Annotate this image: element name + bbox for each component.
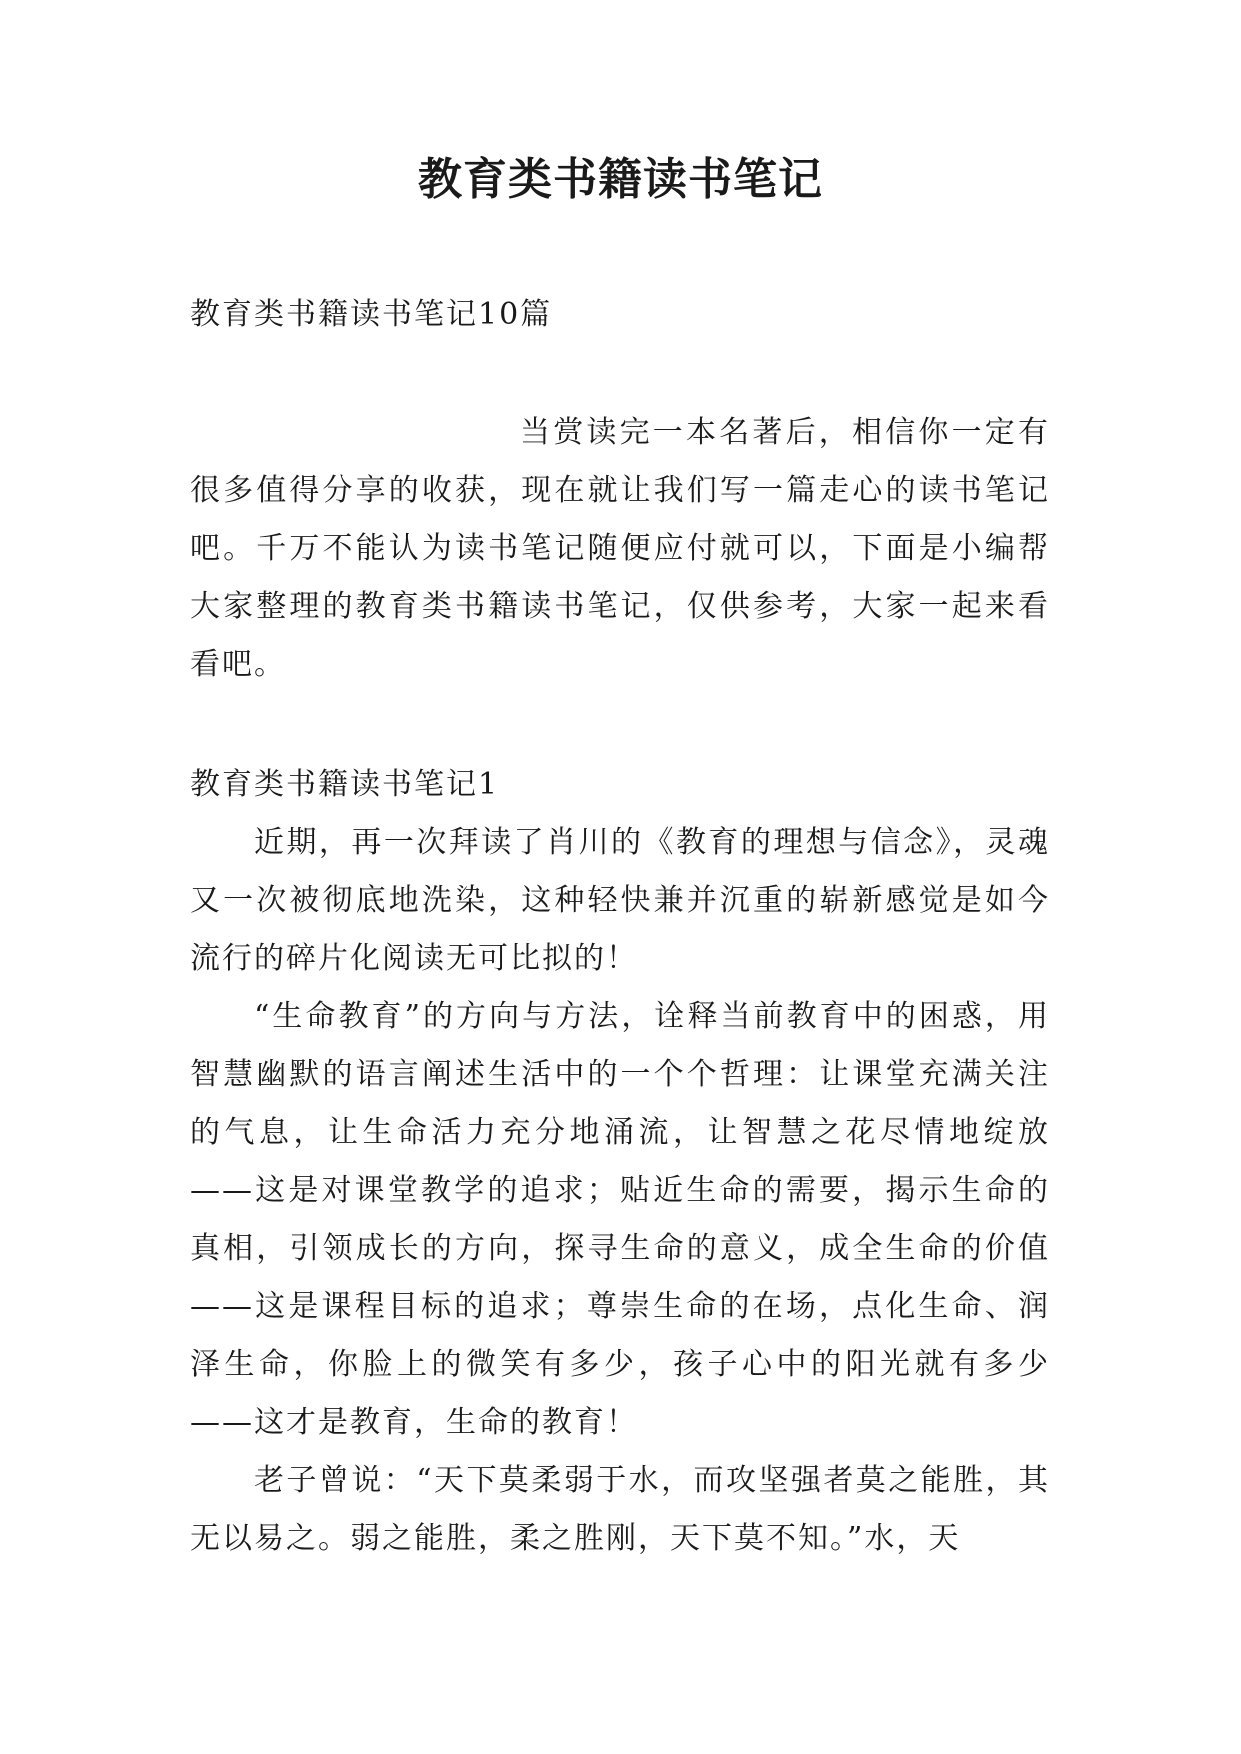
section-heading: 教育类书籍读书笔记1 — [190, 767, 500, 802]
document-title: 教育类书籍读书笔记 — [418, 154, 823, 205]
document-subtitle: 教育类书籍读书笔记10篇 — [190, 297, 553, 332]
body-paragraph-1: 近期，再一次拜读了肖川的《教育的理想与信念》，灵魂又一次被彻底地洗染，这种轻快兼并沉重的崭新感觉是如今流行的碎片化阅读无可比拟的！ — [190, 825, 1050, 976]
body-paragraph-3: 老子曾说：“天下莫柔弱于水，而攻坚强者莫之能胜，其无以易之。弱之能胜，柔之胜刚，天下莫不知。”水，天 — [190, 1463, 1050, 1556]
intro-paragraph: 当赏读完一本名著后，相信你一定有很多值得分享的收获，现在就让我们写一篇走心的读书笔记吧。千万不能认为读书笔记随便应付就可以，下面是小编帮大家整理的教育类书籍读书笔记，仅供参考，大家一起来看看吧。 — [190, 415, 1050, 682]
body-paragraph-2: “生命教育”的方向与方法，诠释当前教育中的困惑，用智慧幽默的语言阐述生活中的一个个哲理：让课堂充满关注的气息，让生命活力充分地涌流，让智慧之花尽情地绽放——这是对课堂教学的追求；贴近生命的需要，揭示生命的真相，引领成长的方向，探寻生命的意义，成全生命的价值——这是课程目标的追求；尊崇生命的在场，点化生命、润泽生命，你脸上的微笑有多少，孩子心中的阳光就有多少——这才是教育，生命的教育！ — [190, 999, 1050, 1440]
